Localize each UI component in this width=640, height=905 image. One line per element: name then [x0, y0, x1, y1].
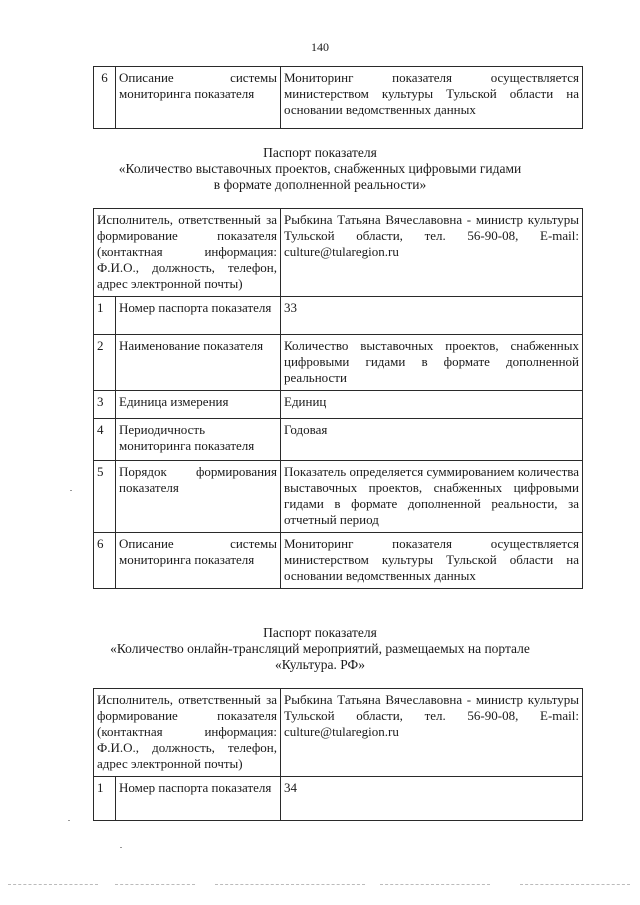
row-number: 4: [94, 419, 116, 461]
row-value: 33: [281, 297, 583, 335]
passport2-table: [93, 688, 583, 821]
passport1-subtitle-line2: в формате дополненной реальности»: [213, 177, 427, 192]
row-label: Единица измерения: [116, 391, 281, 419]
bottom-scan-rule: [115, 884, 195, 885]
row-value: Мониторинг показателя осуществляется министерством культуры Тульской области на основании ведомственных данных: [281, 533, 583, 589]
bottom-scan-rule: [380, 884, 490, 885]
table-row: [94, 461, 583, 533]
row-value: Мониторинг показателя осуществляется министерством культуры Тульской области на основании ведомственных данных: [281, 67, 583, 129]
table-row: [94, 391, 583, 419]
row-label: Периодичность мониторинга показателя: [116, 419, 281, 461]
row-number: 6: [94, 67, 116, 129]
row-label: Номер паспорта показателя: [116, 297, 281, 335]
row-value: Показатель определяется суммированием количества выставочных проектов, снабженных цифровыми гидами в формате дополненной реальности, за отчетный период: [281, 461, 583, 533]
table-row: [94, 533, 583, 589]
executor-label: Исполнитель, ответственный за формирование показателя (контактная информация: Ф.И.О., должность, телефон, адрес электронной почты): [94, 209, 281, 297]
row-number: 1: [94, 777, 116, 821]
passport2-title: Паспорт показателя: [263, 625, 377, 640]
row-value: 34: [281, 777, 583, 821]
row-label: Номер паспорта показателя: [116, 777, 281, 821]
row-label: Наименование показателя: [116, 335, 281, 391]
scan-speck: [70, 490, 72, 491]
row-number: 1: [94, 297, 116, 335]
row-value: Количество выставочных проектов, снабженных цифровыми гидами в формате дополненной реальности: [281, 335, 583, 391]
table-row: [94, 419, 583, 461]
row-label: Описание системы мониторинга показателя: [116, 67, 281, 129]
passport1-table: [93, 208, 583, 589]
bottom-scan-rule: [8, 884, 98, 885]
passport1-title: Паспорт показателя: [263, 145, 377, 160]
top-continuation-table: [93, 66, 583, 129]
executor-row: [94, 689, 583, 777]
scan-speck: [68, 820, 70, 821]
bottom-scan-rule: [215, 884, 365, 885]
table-row: [94, 335, 583, 391]
table-row: [94, 777, 583, 821]
row-number: 2: [94, 335, 116, 391]
row-number: 5: [94, 461, 116, 533]
row-label: Описание системы мониторинга показателя: [116, 533, 281, 589]
executor-value: Рыбкина Татьяна Вячеславовна - министр культуры Тульской области, тел. 56-90-08, E-mail: culture@tularegion.ru: [281, 209, 583, 297]
executor-value: Рыбкина Татьяна Вячеславовна - министр культуры Тульской области, тел. 56-90-08, E-mail: culture@tularegion.ru: [281, 689, 583, 777]
scan-speck: [120, 847, 122, 848]
bottom-scan-rule: [520, 884, 630, 885]
passport1-heading: [0, 145, 640, 193]
passport1-subtitle-line1: «Количество выставочных проектов, снабженных цифровыми гидами: [118, 161, 522, 176]
page-number: 140: [311, 40, 329, 54]
passport2-heading: [0, 625, 640, 673]
row-number: 3: [94, 391, 116, 419]
row-label: Порядок формирования показателя: [116, 461, 281, 533]
row-value: Единиц: [281, 391, 583, 419]
table-row: [94, 297, 583, 335]
passport2-subtitle-line2: «Культура. РФ»: [275, 657, 365, 672]
executor-label: Исполнитель, ответственный за формирование показателя (контактная информация: Ф.И.О., должность, телефон, адрес электронной почты): [94, 689, 281, 777]
row-number: 6: [94, 533, 116, 589]
table-row: [94, 67, 583, 129]
row-value: Годовая: [281, 419, 583, 461]
executor-row: [94, 209, 583, 297]
passport2-subtitle-line1: «Количество онлайн-трансляций мероприятий, размещаемых на портале: [110, 641, 530, 656]
